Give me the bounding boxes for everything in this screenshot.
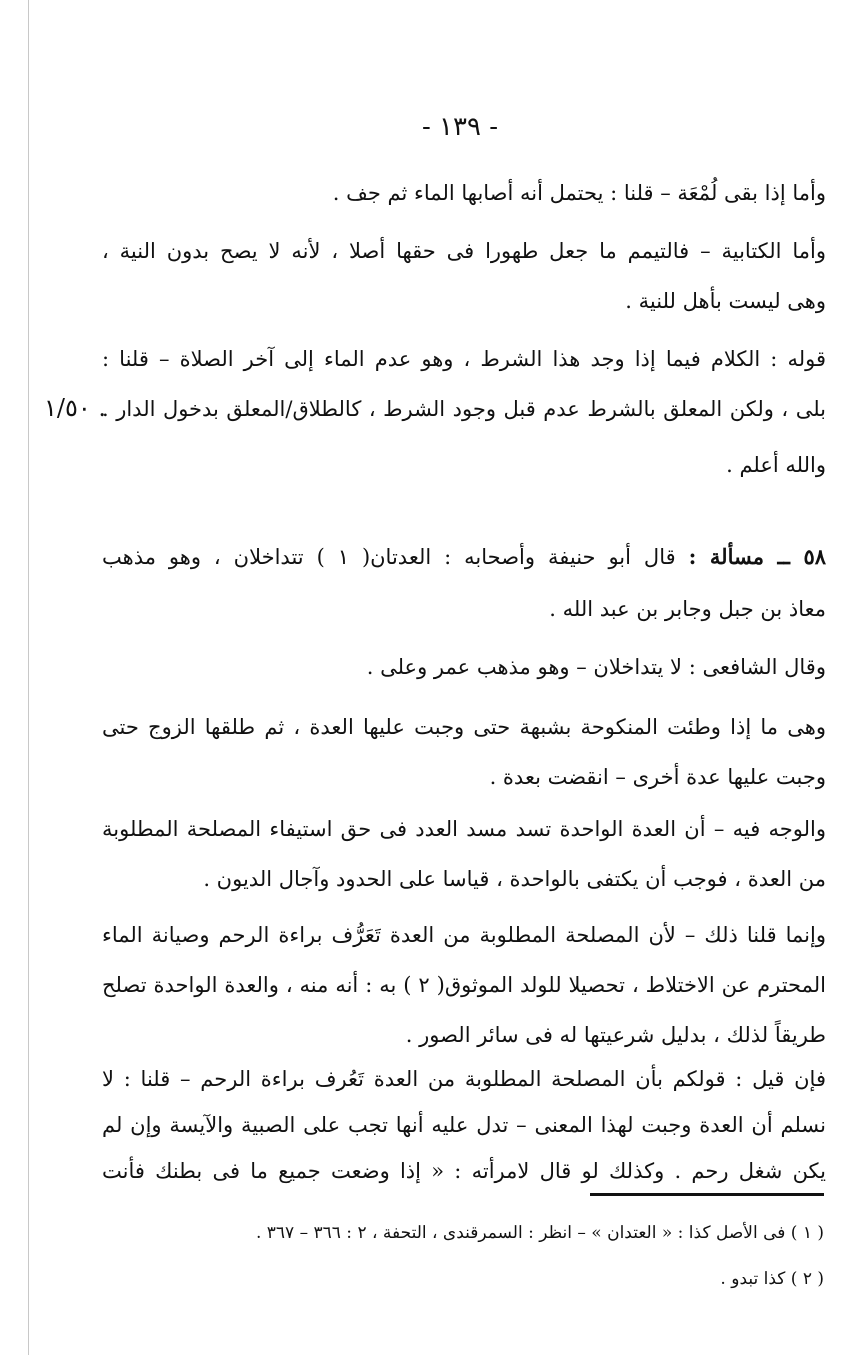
page-margin-rule bbox=[28, 0, 29, 1355]
issue-text: قال أبو حنيفة وأصحابه : العدتان( ١ ) تتداخلان ، وهو مذهب bbox=[102, 545, 676, 569]
margin-folio-reference: ١/٥٠ . bbox=[44, 394, 107, 422]
text-line-10: وجبت عليها عدة أخرى – انقضت بعدة . bbox=[489, 765, 826, 789]
text-line-6: والله أعلم . bbox=[726, 453, 826, 477]
text-line-13: وإنما قلنا ذلك – لأن المصلحة المطلوبة من العدة تَعَرُّف براءة الرحم وصيانة الماء bbox=[102, 923, 826, 947]
issue-line bbox=[102, 542, 826, 572]
text-line-11: والوجه فيه – أن العدة الواحدة تسد مسد العدد فى حق استيفاء المصلحة المطلوبة bbox=[102, 817, 826, 841]
text-line-1: وأما إذا بقى لُمْعَة – قلنا : يحتمل أنه أصابها الماء ثم جف . bbox=[332, 181, 826, 205]
page-number: - ١٣٩ - bbox=[421, 112, 499, 142]
text-line-5: بلى ، ولكن المعلق بالشرط عدم قبل وجود الشرط ، كالطلاق/المعلق بدخول الدار . bbox=[102, 397, 826, 421]
text-line-3: وهى ليست بأهل للنية . bbox=[625, 289, 826, 313]
text-line-2: وأما الكتابية – فالتيمم ما جعل طهورا فى حقها أصلا ، لأنه لا يصح بدون النية ، bbox=[102, 239, 826, 263]
text-line-9: وهى ما إذا وطئت المنكوحة بشبهة حتى وجبت عليها العدة ، ثم طلقها الزوج حتى bbox=[102, 715, 826, 739]
footnote-separator bbox=[590, 1193, 824, 1196]
text-line-18: يكن شغل رحم . وكذلك لو قال لامرأته : « إذا وضعت جميع ما فى بطنك فأنت bbox=[102, 1159, 826, 1183]
text-line-4: قوله : الكلام فيما إذا وجد هذا الشرط ، وهو عدم الماء إلى آخر الصلاة – قلنا : bbox=[102, 347, 826, 371]
text-line-16: فإن قيل : قولكم بأن المصلحة المطلوبة من العدة تَعُرف براءة الرحم – قلنا : لا bbox=[102, 1067, 826, 1091]
text-line-12: من العدة ، فوجب أن يكتفى بالواحدة ، قياسا على الحدود وآجال الديون . bbox=[203, 867, 826, 891]
footnote-2: ( ٢ ) كذا تبدو . bbox=[720, 1269, 824, 1289]
issue-heading: ٥٨ ــ مسألة : bbox=[688, 544, 826, 569]
text-line-8: وقال الشافعى : لا يتداخلان – وهو مذهب عمر وعلى . bbox=[366, 655, 826, 679]
text-line-14: المحترم عن الاختلاط ، تحصيلا للولد الموثوق( ٢ ) به : أنه منه ، والعدة الواحدة تصلح bbox=[102, 973, 826, 997]
text-line-7: معاذ بن جبل وجابر بن عبد الله . bbox=[549, 597, 826, 621]
text-line-17: نسلم أن العدة وجبت لهذا المعنى – تدل عليه أنها تجب على الصبية والآيسة وإن لم bbox=[102, 1113, 826, 1137]
footnote-1: ( ١ ) فى الأصل كذا : « العتدان » – انظر : السمرقندى ، التحفة ، ٢ : ٣٦٦ – ٣٦٧ . bbox=[255, 1223, 824, 1243]
text-line-15: طريقاً لذلك ، بدليل شرعيتها له فى سائر الصور . bbox=[405, 1023, 826, 1047]
